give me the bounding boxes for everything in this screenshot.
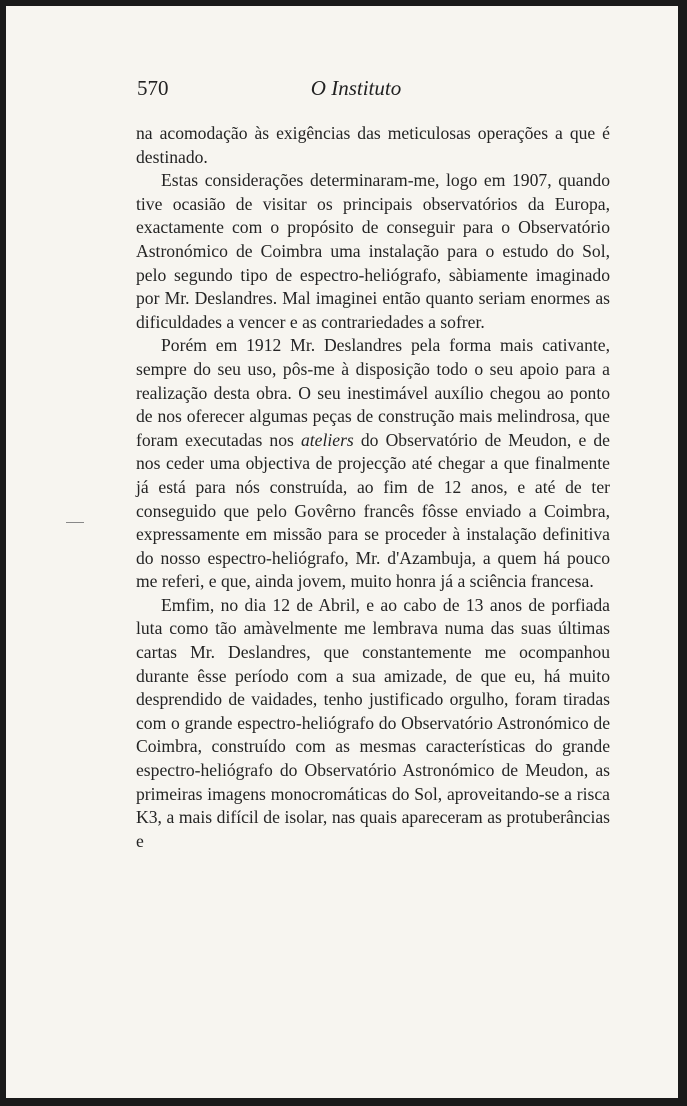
book-page: [6, 6, 678, 1098]
italic-term-ateliers: ateliers: [300, 429, 354, 450]
margin-mark: [66, 522, 84, 523]
paragraph-3-text-b: do Observatório de Meudon, e de nos ceder uma objectiva de projecção até chegar a que finalmente já está para nós construída, ao fim de 12 anos, e até de ter conseguido que pelo Govêrno francês fôsse enviado a Coimbra, expressamente em missão para se proceder à instalação definitiva do nosso espectro-heliógrafo, Mr. d'Azambuja, a quem há pouco me referi, e que, ainda jovem, muito honra já a sciência francesa.: [136, 429, 610, 592]
journal-title: O Instituto: [310, 76, 402, 100]
paragraph-3: [136, 334, 610, 594]
paragraph-2: Estas considerações determinaram-me, logo em 1907, quando tive ocasião de visitar os principais observatórios da Europa, exactamente com o propósito de conseguir para o Observatório Astronómico de Coimbra uma instalação para o estudo do Sol, pelo segundo tipo de espectro-heliógrafo, sàbiamente imaginado por Mr. Deslandres. Mal imaginei então quanto seriam enormes as dificuldades a vencer e as contrariedades a sofrer.: [136, 170, 610, 332]
paragraph-1: na acomodação às exigências das meticulosas operações a que é destinado.: [136, 123, 610, 167]
text-block: [136, 122, 610, 853]
paragraph-4: Emfim, no dia 12 de Abril, e ao cabo de 13 anos de porfiada luta como tão amàvelmente me lembrava numa das suas últimas cartas Mr. Deslandres, que constantemente me ocompanhou durante êsse período com a sua amizade, de que eu, há muito desprendido de vaidades, tenho justificado orgulho, foram tiradas com o grande espectro-heliógrafo do Observatório Astronómico de Coimbra, construído com as mesmas características do grande espectro-heliógrafo do Observatório Astronómico de Meudon, as primeiras imagens monocromáticas do Sol, aproveitando-se a risca K3, a mais difícil de isolar, nas quais apareceram as protuberâncias e: [136, 594, 610, 851]
page-number: 570: [137, 76, 169, 100]
paragraph-3-text-a: Porém em 1912 Mr. Deslandres pela forma mais cativante, sempre do seu uso, pôs-me à disposição todo o seu apoio para a realização desta obra. O seu inestimável auxílio chegou ao ponto de nos oferecer algumas peças de construção mais melindrosa, que foram executadas nos: [136, 335, 610, 450]
running-head: [6, 6, 678, 106]
